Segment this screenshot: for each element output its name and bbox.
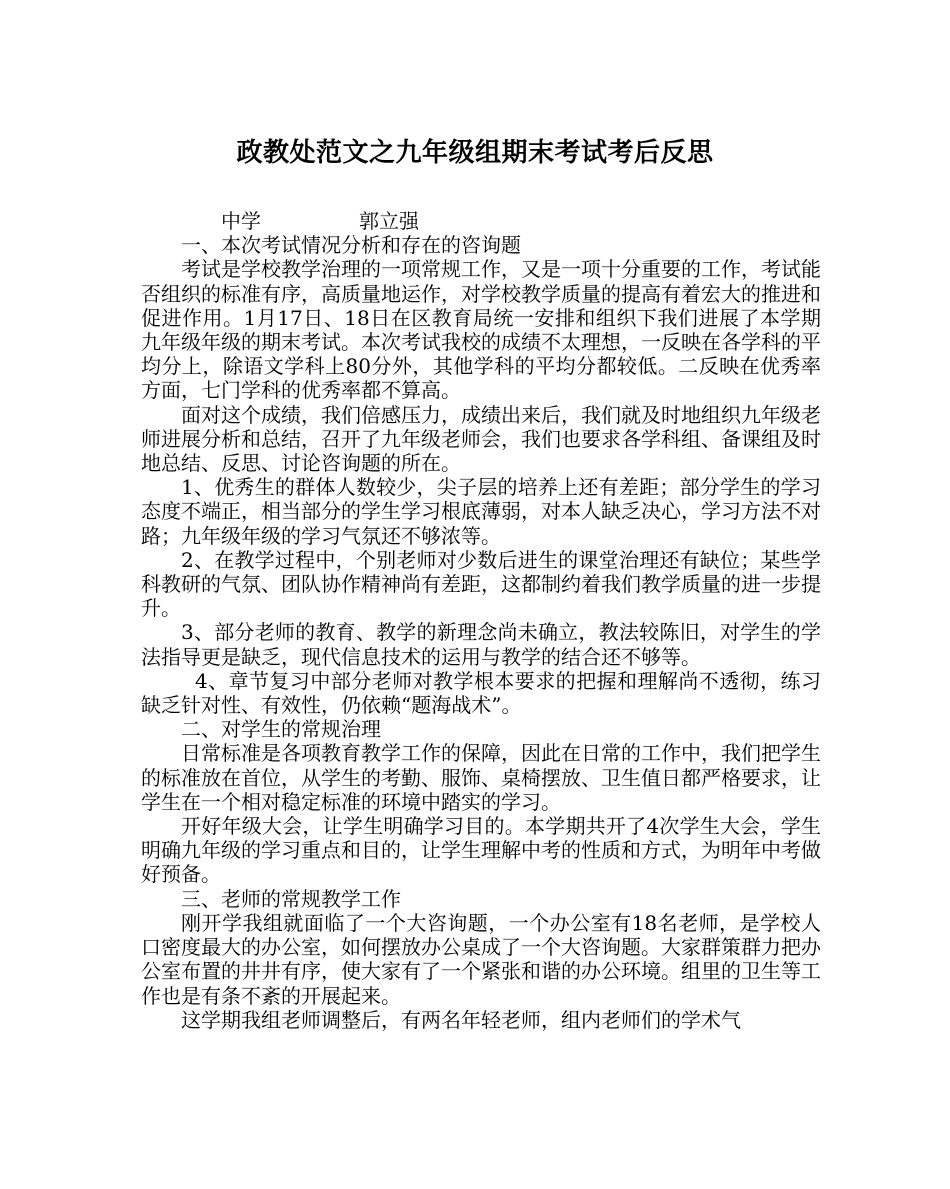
byline-school: 中学 (221, 209, 261, 233)
list-item: 4、章节复习中部分老师对教学根本要求的把握和理解尚不透彻，练习缺乏针对性、有效性，仍依赖“题海战术”。 (141, 668, 821, 718)
document-body (141, 209, 821, 1032)
paragraph: 日常标准是各项教育教学工作的保障，因此在日常的工作中，我们把学生的标准放在首位，从学生的考勤、服饰、桌椅摆放、卫生值日都严格要求，让学生在一个相对稳定标准的环境中踏实的学习。 (141, 741, 821, 814)
section-heading-1: 一、本次考试情况分析和存在的咨询题 (181, 233, 521, 258)
paragraph: 面对这个成绩，我们倍感压力，成绩出来后，我们就及时地组织九年级老师进展分析和总结，召开了九年级老师会，我们也要求各学科组、备课组及时地总结、反思、讨论咨询题的所在。 (141, 402, 821, 476)
paragraph: 刚开学我组就面临了一个大咨询题，一个办公室有18名老师，是学校人口密度最大的办公室，如何摆放办公桌成了一个大咨询题。大家群策群力把办公室布置的井井有序，使大家有了一个紧张和谐的办公环境。组里的卫生等工作也是有条不紊的开展起来。 (141, 910, 821, 1008)
document-title: 政教处范文之九年级组期末考试考后反思 (236, 138, 714, 168)
list-item: 3、部分老师的教育、教学的新理念尚未确立，教法较陈旧，对学生的学法指导更是缺乏，现代信息技术的运用与教学的结合还不够等。 (141, 620, 821, 669)
paragraph: 这学期我组老师调整后，有两名年轻老师，组内老师们的学术气 (181, 1007, 741, 1032)
paragraph: 开好年级大会，让学生明确学习目的。本学期共开了4次学生大会，学生明确九年级的学习重点和目的，让学生理解中考的性质和方式，为明年中考做好预备。 (141, 814, 821, 887)
paragraph: 考试是学校教学治理的一项常规工作，又是一项十分重要的工作，考试能否组织的标准有序，高质量地运作，对学校教学质量的提高有着宏大的推进和促进作用。1月17日、18日在区教育局统一安排和组织下我们进展了本学期九年级年级的期末考试。本次考试我校的成绩不太理想，一反映在各学科的平均分上，除语文学科上80分外，其他学科的平均分都较低。二反映在优秀率方面，七门学科的优秀率都不算高。 (141, 257, 821, 403)
byline-author: 郭立强 (359, 209, 419, 233)
list-item: 1、优秀生的群体人数较少，尖子层的培养上还有差距；部分学生的学习态度不端正，相当部分的学生学习根底薄弱，对本人缺乏决心，学习方法不对路；九年级年级的学习气氛还不够浓等。 (141, 475, 821, 548)
section-heading-3: 三、老师的常规教学工作 (181, 886, 401, 911)
list-item: 2、在教学过程中，个别老师对少数后进生的课堂治理还有缺位；某些学科教研的气氛、团队协作精神尚有差距，这都制约着我们教学质量的进一步提升。 (141, 547, 821, 621)
section-heading-2: 二、对学生的常规治理 (181, 717, 381, 742)
byline (141, 209, 821, 233)
